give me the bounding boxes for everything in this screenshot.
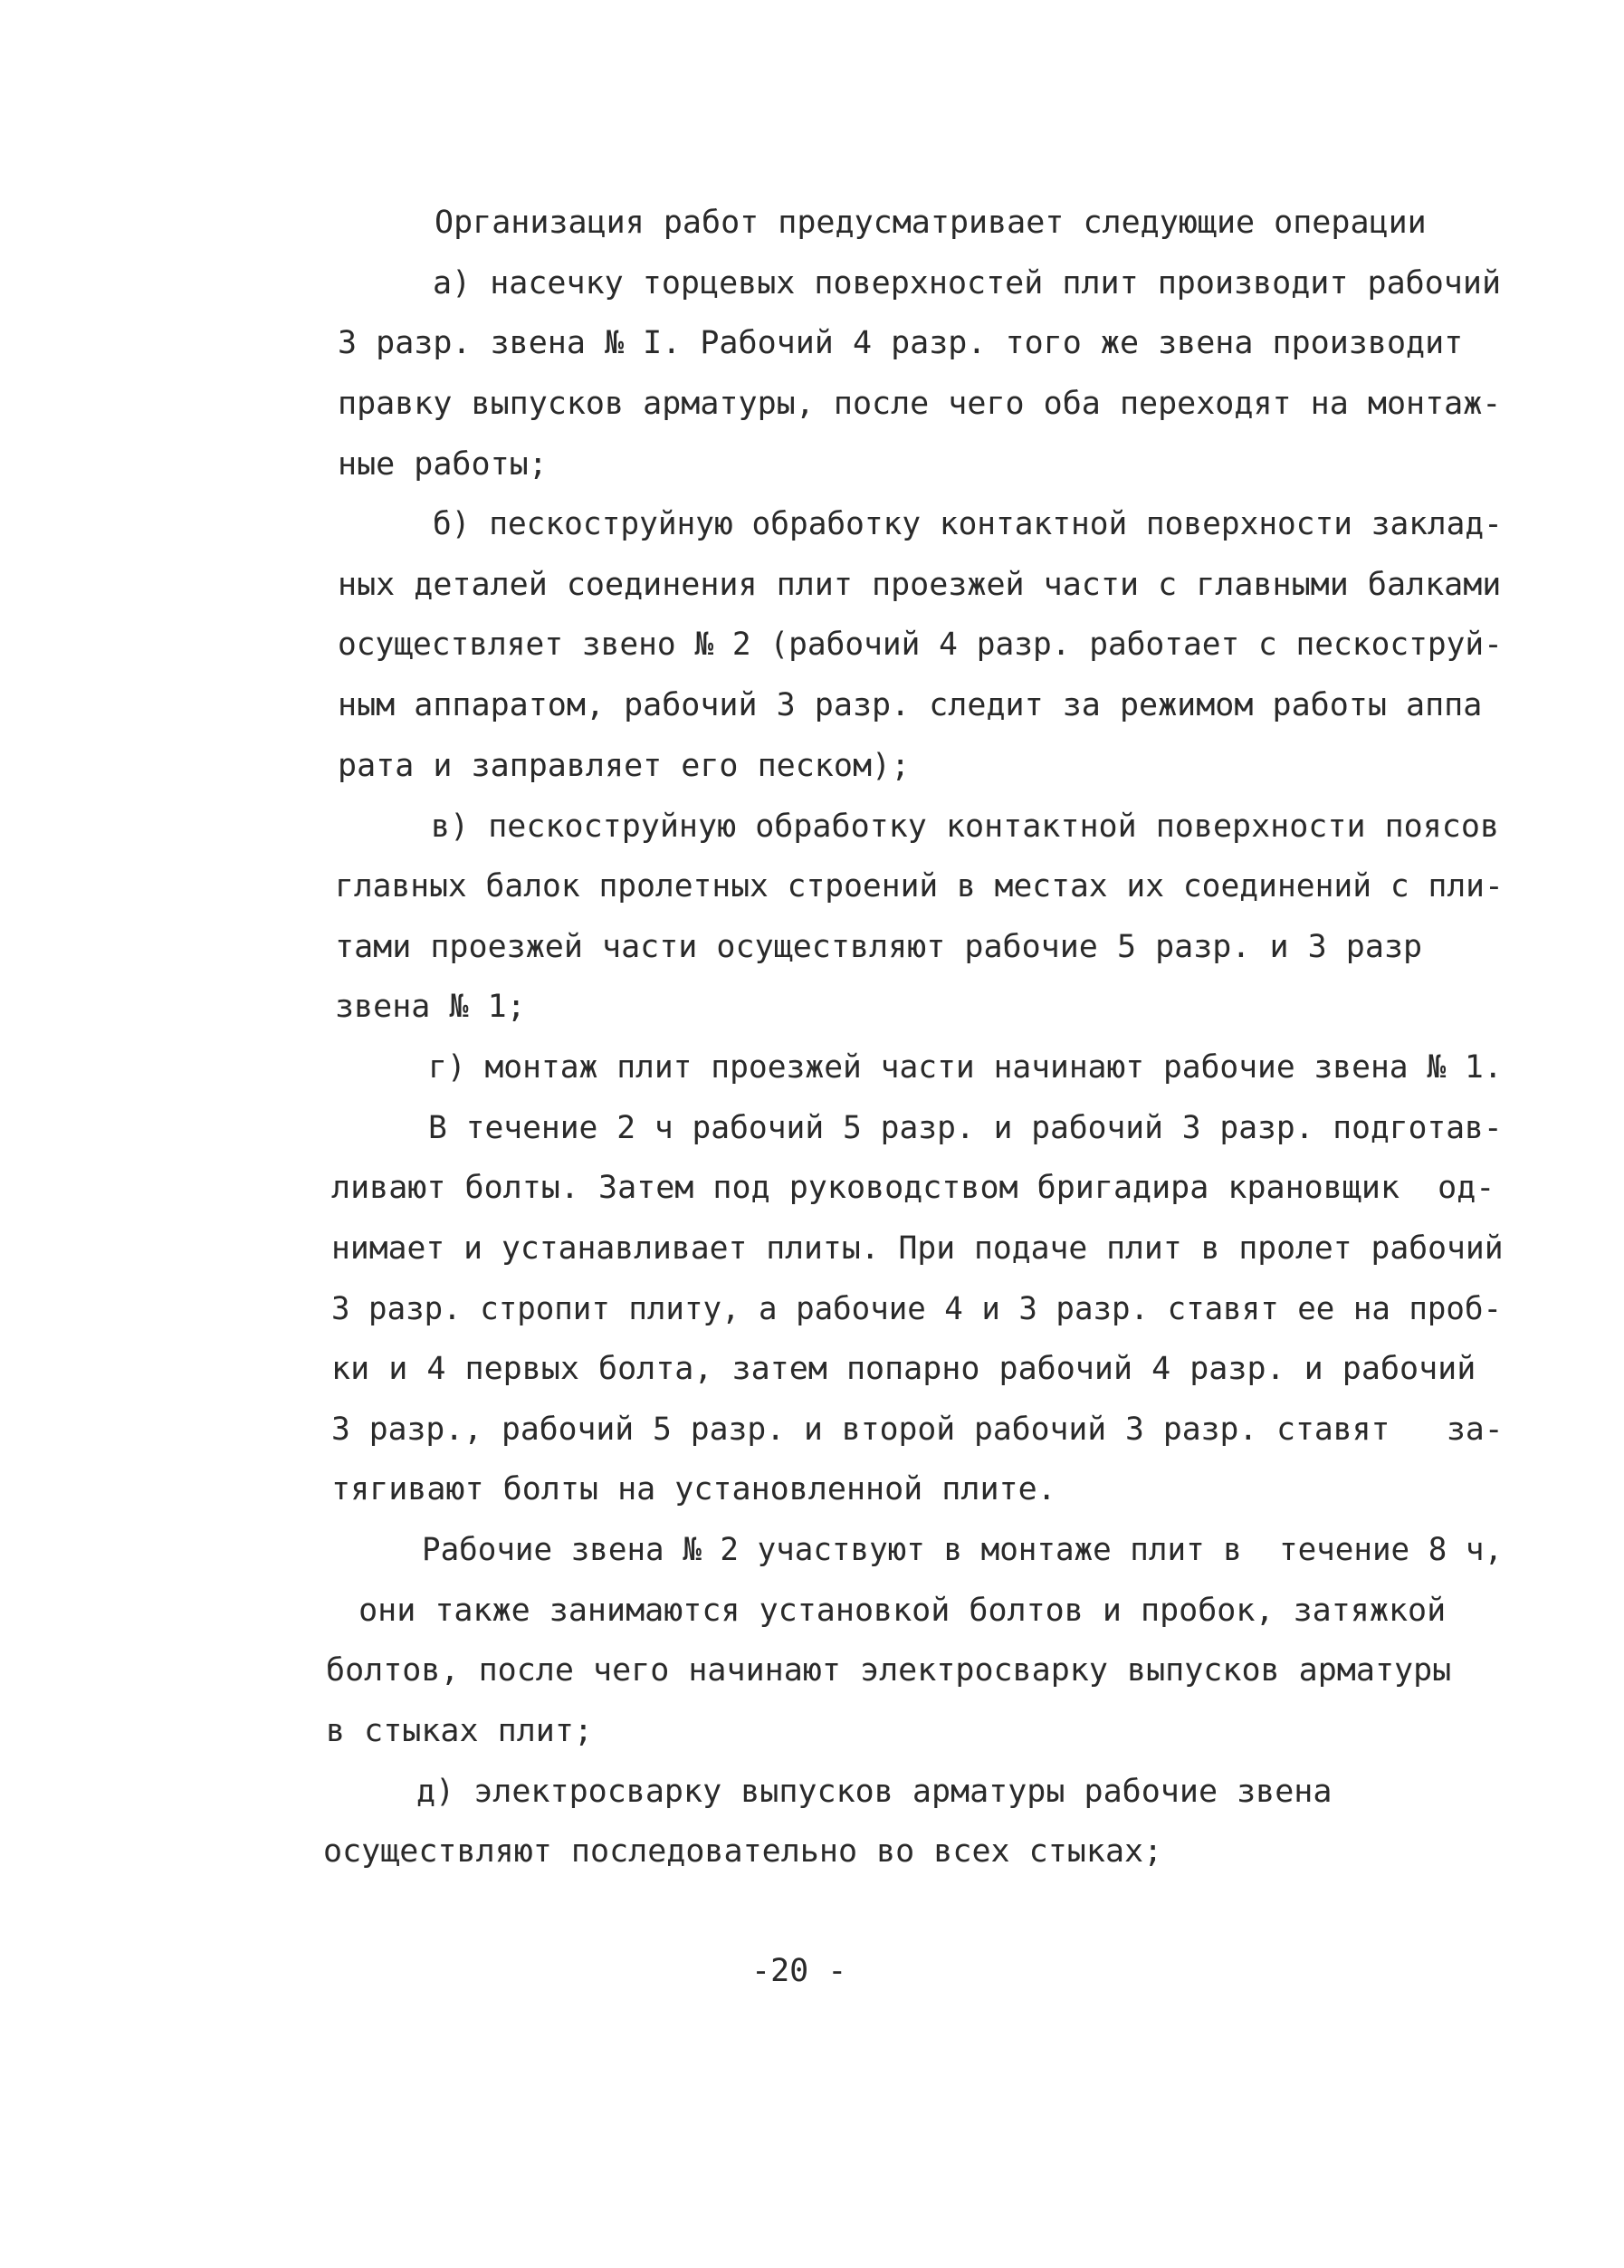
paragraph-brigade2-line: болтов, после чего начинают электросварку выпусков арматуры xyxy=(326,1652,1452,1689)
paragraph-b-line: осуществляет звено № 2 (рабочий 4 разр. работает с пескоструй- xyxy=(338,627,1503,663)
paragraph-d-line: осуществляют последовательно во всех стыках; xyxy=(323,1833,1163,1870)
paragraph-g-line: ливают болты. Затем под руководством бригадира крановщик од- xyxy=(331,1170,1495,1206)
paragraph-b-line: ным аппаратом, рабочий 3 разр. следит за режимом работы аппа xyxy=(338,687,1483,723)
paragraph-v-line: главных балок пролетных строений в местах их соединений с пли- xyxy=(335,868,1504,904)
paragraph-b-line: б) пескоструйную обработку контактной поверхности заклад- xyxy=(433,506,1503,542)
paragraph-brigade2-line: они также занимаются установкой болтов и пробок, затяжкой xyxy=(339,1593,1447,1629)
paragraph-a-line: ные работы; xyxy=(338,446,548,483)
page-number: -20 - xyxy=(751,1953,847,1989)
paragraph-g-line: тягивают болты на установленной плите. xyxy=(331,1471,1056,1507)
paragraph-g-line: г) монтаж плит проезжей части начинают рабочие звена № 1. xyxy=(428,1049,1503,1086)
paragraph-intro-line: Организация работ предусматривает следующие операции xyxy=(435,205,1427,241)
paragraph-a-line: 3 разр. звена № I. Рабочий 4 разр. того же звена производит xyxy=(338,325,1464,361)
paragraph-g-line: 3 разр. стропит плиту, а рабочие 4 и 3 разр. ставят ее на проб- xyxy=(331,1291,1503,1327)
paragraph-v-line: тами проезжей части осуществляют рабочие 5 разр. и 3 разр xyxy=(335,929,1423,965)
paragraph-g-line: 3 разр., рабочий 5 разр. и второй рабочий 3 разр. ставят за- xyxy=(331,1412,1504,1448)
paragraph-brigade2-line: в стыках плит; xyxy=(326,1713,594,1749)
paragraph-g-line: В течение 2 ч рабочий 5 разр. и рабочий 3 разр. подготав- xyxy=(428,1110,1503,1146)
paragraph-v-line: в) пескоструйную обработку контактной поверхности поясов xyxy=(431,809,1500,845)
paragraph-g-line: ки и 4 первых болта, затем попарно рабочий 4 разр. и рабочий xyxy=(331,1351,1476,1387)
paragraph-b-line: рата и заправляет его песком); xyxy=(338,748,911,784)
paragraph-brigade2-line: Рабочие звена № 2 участвуют в монтаже плит в течение 8 ч, xyxy=(422,1532,1504,1568)
paragraph-a-line: а) насечку торцевых поверхностей плит производит рабочий xyxy=(433,265,1502,301)
paragraph-a-line: правку выпусков арматуры, после чего оба переходят на монтаж- xyxy=(338,386,1502,422)
paragraph-g-line: нимает и устанавливает плиты. При подаче плит в пролет рабочий xyxy=(331,1230,1504,1267)
paragraph-b-line: ных деталей соединения плит проезжей части с главными балками xyxy=(338,567,1502,603)
paragraph-v-line: звена № 1; xyxy=(335,989,526,1025)
paragraph-d-line: д) электросварку выпусков арматуры рабочие звена xyxy=(416,1774,1333,1810)
